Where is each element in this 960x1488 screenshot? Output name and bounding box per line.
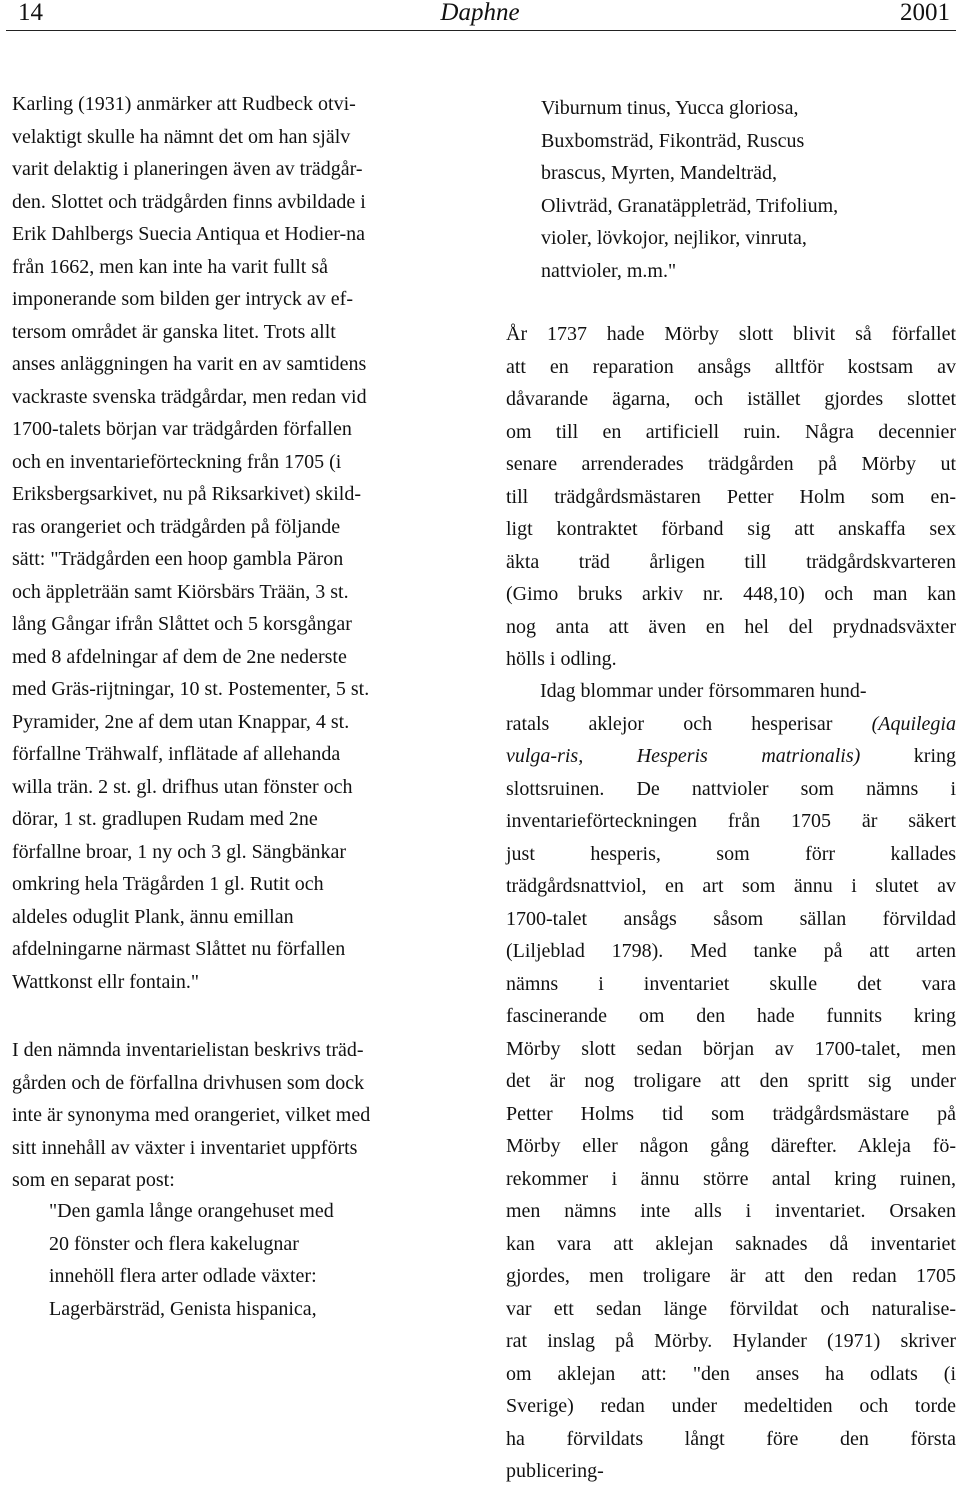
text-line: dåvarande ägarna, och istället gjordes slottet [506, 388, 956, 410]
text-line: om aklejan att: "den anses ha odlats (i [506, 1362, 956, 1385]
text-line: med Gräs-rijtningar, 10 st. Postementer, 5 st. [12, 678, 370, 700]
text-line: anses anläggningen ha varit en av samtidens [12, 353, 367, 375]
text-line: nämns i inventariet skulle det vara [506, 972, 956, 995]
text-line: afdelningarne närmast Slåttet nu förfallen [12, 938, 346, 960]
header-rule [6, 30, 956, 31]
text-line: med 8 afdelningar af dem de 2ne nederste [12, 645, 347, 668]
text-line: omkring hela Trägården 1 gl. Rutit och [12, 873, 324, 895]
text-line: År 1737 hade Mörby slott blivit så förfallet [506, 323, 956, 345]
text-line: gjordes, men troligare är att den redan 1705 [506, 1265, 956, 1287]
quote-line: nattvioler, m.m." [541, 259, 677, 282]
text-line: Eriksbergsarkivet, nu på Riksarkivet) skild- [12, 483, 362, 505]
text-line: var ett sedan länge förvildat och naturalise- [506, 1297, 956, 1320]
quote-line: "Den gamla långe orangehuset med [49, 1200, 334, 1222]
text-line: förfallne broar, 1 ny och 3 gl. Sängbänkar [12, 840, 347, 863]
text-line: publicering- [506, 1460, 604, 1482]
text-line: till trädgårdsmästaren Petter Holm som en- [506, 485, 956, 508]
text-line: gården och de förfallna drivhusen som dock [12, 1071, 365, 1094]
left-paragraph-2 [12, 1034, 464, 1197]
text-line: dörar, 1 st. gradlupen Rudam med 2ne [12, 808, 318, 830]
left-column [12, 88, 464, 998]
text-line: (Gimo bruks arkiv nr. 448,10) och man kan [506, 583, 956, 605]
left-paragraph-1 [12, 88, 464, 998]
text-line: sätt: "Trädgården een hoop gambla Päron [12, 548, 344, 570]
quote-line: 20 fönster och flera kakelugnar [49, 1232, 299, 1255]
text-line: vackraste svenska trädgårdar, men redan vid [12, 385, 367, 408]
text-line [506, 740, 956, 773]
quote-line: violer, lövkojor, nejlikor, vinruta, [541, 227, 807, 249]
text-line: ligt kontraktet förband sig att anskaffa sex [506, 518, 956, 540]
quote-line: Lagerbärsträd, Genista hispanica, [49, 1297, 317, 1320]
text-line: Pyramider, 2ne af dem utan Knappar, 4 st. [12, 710, 350, 733]
text-line: det är nog troligare att den spritt sig under [506, 1070, 956, 1092]
text-line: nog anta att även en hel del prydnadsväxter [506, 615, 956, 638]
text-line: Erik Dahlbergs Suecia Antiqua et Hodier-na [12, 223, 366, 245]
latin-name-text: vulga-ris, Hesperis matrionalis) [506, 745, 861, 767]
text-line: just hesperis, som förr kallades [506, 842, 956, 865]
text-line: rat inslag på Mörby. Hylander (1971) skriver [506, 1330, 956, 1352]
text-line: willa trän. 2 st. gl. drifhus utan fönster och [12, 775, 353, 798]
text-line: senare arrenderades trädgården på Mörby ut [506, 453, 956, 475]
text-line: ha förvildats långt före den första [506, 1427, 956, 1450]
text-line: förfallne Trähwalf, inflätade af allehanda [12, 743, 341, 765]
publication-year: 2001 [900, 0, 950, 26]
quote-line: innehöll flera arter odlade växter: [49, 1265, 317, 1287]
page-number: 14 [18, 0, 43, 26]
text-line: tersom området är ganska litet. Trots allt [12, 320, 336, 343]
right-paragraph-2 [506, 675, 956, 1488]
text-line: varit delaktig i planeringen även av trädgår- [12, 158, 363, 180]
text-line: trädgårdsnattviol, en art som ännu i slutet av [506, 875, 956, 897]
left-quote-block [49, 1195, 464, 1325]
text-segment: ratals aklejor och hesperisar [506, 712, 872, 735]
text-line: Idag blommar under försommaren hund- [540, 680, 867, 702]
quote-line: Viburnum tinus, Yucca gloriosa, [541, 97, 799, 119]
text-line: kan vara att aklejan saknades då inventariet [506, 1232, 956, 1255]
right-quote-block [541, 92, 951, 287]
journal-title: Daphne [440, 0, 520, 26]
quote-line: brascus, Myrten, Mandelträd, [541, 162, 778, 184]
page-header [0, 0, 960, 34]
text-line: fascinerande om den hade funnits kring [506, 1005, 956, 1027]
text-line: om till en artificiell ruin. Några decennier [506, 420, 956, 443]
text-line: och en inventarieförteckning från 1705 (i [12, 450, 342, 473]
text-line: Wattkonst ellr fontain." [12, 970, 200, 993]
text-segment: kring [860, 745, 957, 767]
text-line: Karling (1931) anmärker att Rudbeck otvi- [12, 93, 356, 115]
text-line: 1700-talet ansågs såsom sällan förvildad [506, 907, 956, 930]
latin-name-text: (Aquilegia [871, 712, 956, 735]
text-line: I den nämnda inventarielistan beskrivs träd- [12, 1039, 364, 1061]
quote-line: Olivträd, Granatäppleträd, Trifolium, [541, 194, 839, 217]
text-line: Mörby eller någon gång därefter. Akleja fö- [506, 1135, 956, 1157]
text-line: velaktigt skulle ha nämnt det om han själv [12, 125, 351, 148]
right-paragraph-1 [506, 318, 956, 676]
text-line: ras orangeriet och trädgården på följande [12, 515, 341, 538]
text-line: Sverige) redan under medeltiden och torde [506, 1395, 956, 1417]
text-line: lång Gångar ifrån Slåttet och 5 korsgångar [12, 613, 352, 635]
text-line: hölls i odling. [506, 648, 617, 670]
text-line: rekommer i ännu större antal kring ruinen, [506, 1167, 956, 1190]
text-line: Mörby slott sedan början av 1700-talet, men [506, 1037, 956, 1060]
text-line: slottsruinen. De nattvioler som nämns i [506, 777, 956, 800]
text-line [506, 708, 956, 741]
text-line: från 1662, men kan inte ha varit fullt så [12, 255, 329, 278]
text-line: imponerande som bilden ger intryck av ef- [12, 288, 353, 310]
text-line: 1700-talets början var trädgården förfallen [12, 418, 352, 440]
text-line: som en separat post: [12, 1169, 175, 1191]
text-line: äkta träd årligen till trädgårdskvarteren [506, 550, 956, 573]
text-line: den. Slottet och trädgården finns avbildade i [12, 190, 366, 213]
text-line: sitt innehåll av växter i inventariet uppförts [12, 1136, 358, 1159]
text-line: men nämns inte alls i inventariet. Orsaken [506, 1200, 956, 1222]
quote-line: Buxbomsträd, Fikonträd, Ruscus [541, 129, 805, 152]
text-line: (Liljeblad 1798). Med tanke på att arten [506, 940, 956, 962]
text-line: inventarieförteckningen från 1705 är säkert [506, 810, 956, 832]
text-line: inte är synonyma med orangeriet, vilket med [12, 1104, 371, 1126]
text-line: aldeles oduglit Plank, ännu emillan [12, 905, 294, 928]
text-line: att en reparation ansågs alltför kostsam av [506, 355, 956, 378]
text-line: och äppleträän samt Kiörsbärs Trään, 3 st. [12, 580, 349, 603]
text-line: Petter Holms tid som trädgårdsmästare på [506, 1102, 956, 1125]
